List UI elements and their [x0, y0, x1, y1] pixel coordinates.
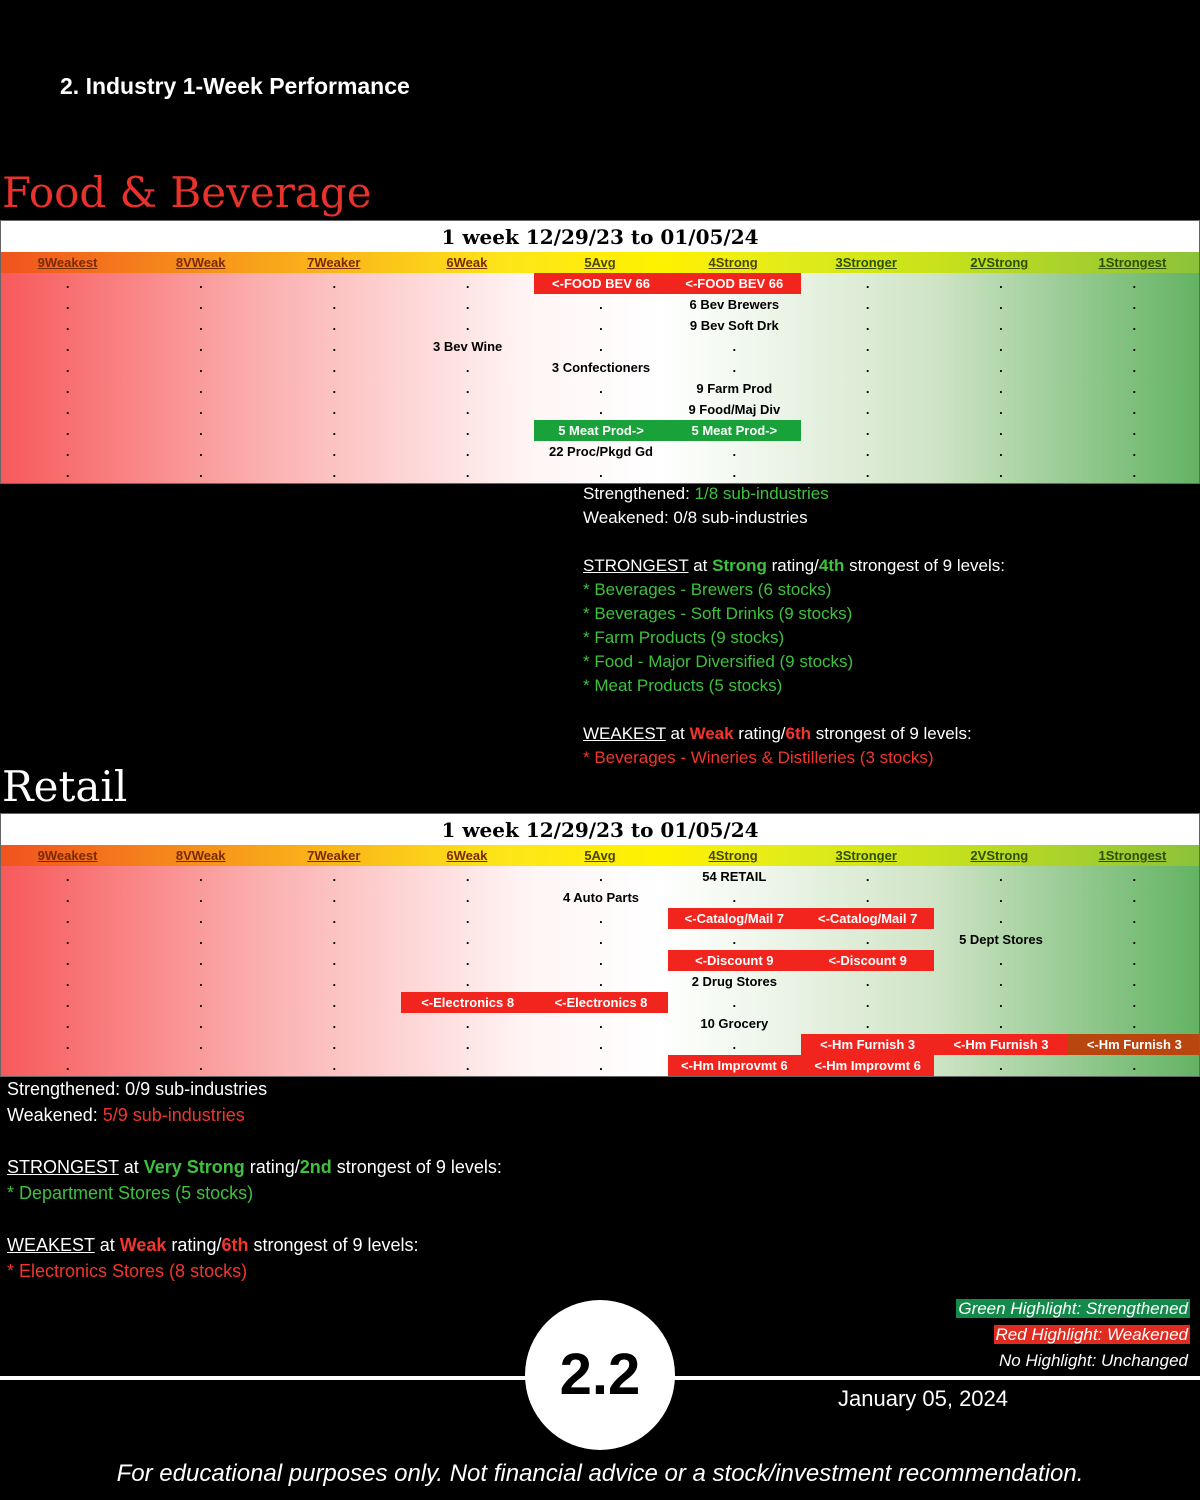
empty-cell: .: [332, 995, 337, 1010]
grid-column: [268, 866, 401, 1076]
list-item: * Beverages - Wineries & Distilleries (3 stocks): [583, 748, 934, 767]
empty-cell: .: [1132, 911, 1137, 926]
retail-notes: [7, 1076, 502, 1284]
strongest-heading: [583, 554, 1005, 578]
empty-cell: .: [65, 423, 70, 438]
empty-cell: .: [465, 890, 470, 905]
grid-title: 1 week 12/29/23 to 01/05/24: [1, 221, 1199, 252]
empty-cell: .: [65, 974, 70, 989]
retail-title: Retail: [2, 762, 128, 811]
empty-cell: .: [199, 1058, 203, 1073]
empty-cell: .: [465, 465, 470, 480]
empty-cell: .: [199, 297, 203, 312]
strengthened-label: Strengthened:: [583, 484, 695, 503]
empty-cell: .: [332, 339, 337, 354]
empty-cell: .: [1132, 974, 1137, 989]
empty-cell: .: [199, 974, 203, 989]
grid-column: [1068, 273, 1200, 483]
empty-cell: .: [65, 953, 70, 968]
grid-column: [1, 866, 134, 1076]
empty-cell: .: [865, 339, 870, 354]
strongest-tail: strongest of 9 levels:: [331, 1157, 502, 1177]
column-header: 1Strongest: [1098, 848, 1167, 863]
empty-cell: .: [865, 444, 870, 459]
empty-cell: .: [999, 423, 1003, 438]
weakest-list: [7, 1258, 502, 1284]
empty-cell: .: [865, 995, 870, 1010]
empty-cell: .: [732, 890, 737, 905]
empty-cell: .: [65, 339, 70, 354]
grid-column: [134, 273, 267, 483]
sub-industry-cell: <-Hm Improvmt 6: [668, 1055, 801, 1076]
empty-cell: .: [199, 381, 203, 396]
empty-cell: .: [332, 1058, 337, 1073]
sub-industry-cell: 4 Auto Parts: [562, 890, 640, 905]
empty-cell: .: [65, 360, 70, 375]
empty-cell: .: [865, 360, 870, 375]
sub-industry-cell: <-Hm Improvmt 6: [801, 1055, 934, 1076]
page-number-badge: 2.2: [525, 1300, 675, 1450]
empty-cell: .: [865, 890, 870, 905]
sub-industry-cell: <-Hm Furnish 3: [1068, 1034, 1200, 1055]
empty-cell: .: [999, 911, 1003, 926]
empty-cell: .: [65, 402, 70, 417]
empty-cell: .: [465, 932, 470, 947]
column-header: 6Weak: [446, 255, 488, 270]
sub-industry-cell: <-Discount 9: [668, 950, 801, 971]
weakest-word: WEAKEST: [583, 724, 666, 743]
list-item: * Meat Products (5 stocks): [583, 676, 783, 695]
empty-cell: .: [1132, 276, 1137, 291]
grid-column: [668, 866, 801, 1076]
grid-title: 1 week 12/29/23 to 01/05/24: [1, 814, 1199, 845]
empty-cell: .: [465, 1037, 470, 1052]
empty-cell: .: [65, 932, 70, 947]
strengthened-line: [583, 482, 1005, 506]
empty-cell: .: [332, 381, 337, 396]
empty-cell: .: [599, 297, 603, 312]
empty-cell: .: [65, 276, 70, 291]
empty-cell: .: [599, 1037, 603, 1052]
empty-cell: .: [1132, 869, 1137, 884]
sub-industry-cell: <-Electronics 8: [401, 992, 534, 1013]
sub-industry-cell: <-Catalog/Mail 7: [668, 908, 801, 929]
column-header: 1Strongest: [1098, 255, 1167, 270]
strongest-rating: Strong: [712, 556, 767, 575]
empty-cell: .: [465, 953, 470, 968]
column-header: 5Avg: [584, 848, 616, 863]
empty-cell: .: [865, 297, 870, 312]
empty-cell: .: [332, 932, 337, 947]
empty-cell: .: [199, 869, 203, 884]
empty-cell: .: [1132, 953, 1137, 968]
empty-cell: .: [332, 974, 337, 989]
weakest-word: WEAKEST: [7, 1235, 95, 1255]
highlight-legend: [956, 1296, 1190, 1374]
empty-cell: .: [332, 953, 337, 968]
empty-cell: .: [65, 1058, 70, 1073]
empty-cell: .: [1132, 402, 1137, 417]
empty-cell: .: [65, 1037, 70, 1052]
empty-cell: .: [465, 1016, 470, 1031]
grid-body: [1, 273, 1199, 484]
empty-cell: .: [732, 995, 737, 1010]
strongest-tail: strongest of 9 levels:: [844, 556, 1006, 575]
empty-cell: .: [732, 360, 737, 375]
empty-cell: .: [199, 402, 203, 417]
weakened-value: 0/8 sub-industries: [673, 508, 808, 527]
empty-cell: .: [199, 911, 203, 926]
empty-cell: .: [65, 297, 70, 312]
empty-cell: .: [999, 1058, 1003, 1073]
grid-column: [668, 273, 801, 483]
weakest-rating: Weak: [119, 1235, 167, 1255]
legend-red: Red Highlight: Weakened: [995, 1325, 1188, 1344]
weakened-label: Weakened:: [7, 1105, 103, 1125]
empty-cell: .: [599, 318, 603, 333]
empty-cell: .: [865, 1016, 870, 1031]
weakest-rank: 6th: [785, 724, 812, 743]
grid-column: [934, 866, 1067, 1076]
weakest-tail: strongest of 9 levels:: [811, 724, 972, 743]
strongest-mid: rating/: [766, 556, 819, 575]
sub-industry-cell: <-Hm Furnish 3: [934, 1034, 1067, 1055]
grid-column: [1, 273, 134, 483]
empty-cell: .: [599, 1016, 603, 1031]
empty-cell: .: [332, 869, 337, 884]
sub-industry-cell: 5 Meat Prod->: [668, 420, 801, 441]
empty-cell: .: [1132, 423, 1137, 438]
weakest-list: [583, 746, 1005, 770]
weakest-rating: Weak: [689, 724, 734, 743]
empty-cell: .: [599, 869, 603, 884]
empty-cell: .: [1132, 297, 1137, 312]
sub-industry-cell: 3 Confectioners: [551, 360, 651, 375]
legend-green: Green Highlight: Strengthened: [958, 1299, 1188, 1318]
empty-cell: .: [65, 318, 70, 333]
empty-cell: .: [599, 402, 603, 417]
empty-cell: .: [465, 423, 470, 438]
strongest-rating: Very Strong: [143, 1157, 245, 1177]
empty-cell: .: [999, 1016, 1003, 1031]
empty-cell: .: [465, 1058, 470, 1073]
empty-cell: .: [332, 911, 337, 926]
empty-cell: .: [199, 953, 203, 968]
grid-column: [801, 866, 934, 1076]
sub-industry-cell: 5 Dept Stores: [959, 932, 1043, 947]
grid-header: [1, 252, 1199, 273]
empty-cell: .: [465, 318, 470, 333]
empty-cell: .: [999, 995, 1003, 1010]
empty-cell: .: [599, 911, 603, 926]
sub-industry-cell: <-Catalog/Mail 7: [801, 908, 934, 929]
column-header: 3Stronger: [835, 255, 897, 270]
list-item: * Farm Products (9 stocks): [583, 628, 785, 647]
empty-cell: .: [599, 974, 603, 989]
weakened-line: [583, 506, 1005, 530]
disclaimer: For educational purposes only. Not financial advice or a stock/investment recommendation.: [116, 1460, 1084, 1487]
strongest-rank: 4th: [818, 556, 845, 575]
empty-cell: .: [199, 890, 203, 905]
empty-cell: .: [732, 339, 737, 354]
empty-cell: .: [199, 1037, 203, 1052]
empty-cell: .: [999, 869, 1003, 884]
empty-cell: .: [865, 381, 870, 396]
sub-industry-cell: 2 Drug Stores: [691, 974, 777, 989]
strongest-heading: [7, 1154, 502, 1180]
empty-cell: .: [199, 360, 203, 375]
empty-cell: .: [599, 339, 603, 354]
empty-cell: .: [465, 911, 470, 926]
empty-cell: .: [1132, 995, 1137, 1010]
strongest-at: at: [118, 1157, 144, 1177]
sub-industry-cell: 9 Bev Soft Drk: [689, 318, 779, 333]
legend-none: No Highlight: Unchanged: [998, 1351, 1188, 1370]
strongest-at: at: [688, 556, 713, 575]
weakened-label: Weakened:: [583, 508, 674, 527]
weakened-line: [7, 1102, 502, 1128]
list-item: * Beverages - Soft Drinks (9 stocks): [583, 604, 853, 623]
sub-industry-cell: 22 Proc/Pkgd Gd: [548, 444, 654, 459]
empty-cell: .: [1132, 932, 1137, 947]
weakest-heading: [7, 1232, 502, 1258]
sub-industry-cell: <-FOOD BEV 66: [534, 273, 667, 294]
empty-cell: .: [332, 360, 337, 375]
grid-column: [534, 273, 667, 483]
column-header: 2VStrong: [970, 848, 1029, 863]
empty-cell: .: [865, 402, 870, 417]
column-header: 4Strong: [708, 848, 758, 863]
sub-industry-cell: <-Discount 9: [801, 950, 934, 971]
empty-cell: .: [999, 381, 1003, 396]
empty-cell: .: [332, 465, 337, 480]
sub-industry-cell: 9 Food/Maj Div: [688, 402, 781, 417]
column-header: 7Weaker: [307, 848, 361, 863]
empty-cell: .: [865, 318, 870, 333]
empty-cell: .: [1132, 381, 1137, 396]
empty-cell: .: [999, 339, 1003, 354]
weakest-mid: rating/: [733, 724, 786, 743]
strongest-list: [583, 578, 1005, 698]
list-item: * Beverages - Brewers (6 stocks): [583, 580, 832, 599]
empty-cell: .: [465, 381, 470, 396]
sub-industry-cell: 5 Meat Prod->: [534, 420, 667, 441]
column-header: 9Weakest: [37, 255, 98, 270]
grid-column: [934, 273, 1067, 483]
empty-cell: .: [732, 444, 737, 459]
empty-cell: .: [999, 974, 1003, 989]
empty-cell: .: [865, 869, 870, 884]
empty-cell: .: [465, 869, 470, 884]
empty-cell: .: [332, 297, 337, 312]
empty-cell: .: [1132, 444, 1137, 459]
grid-body: [1, 866, 1199, 1077]
weakened-value: 5/9 sub-industries: [102, 1105, 245, 1125]
food-beverage-title: Food & Beverage: [2, 168, 372, 217]
empty-cell: .: [65, 911, 70, 926]
column-header: 8VWeak: [175, 848, 226, 863]
empty-cell: .: [865, 465, 870, 480]
sub-industry-cell: 9 Farm Prod: [696, 381, 773, 396]
empty-cell: .: [999, 465, 1003, 480]
empty-cell: .: [1132, 1016, 1137, 1031]
empty-cell: .: [332, 276, 337, 291]
sub-industry-cell: 6 Bev Brewers: [689, 297, 780, 312]
strongest-word: STRONGEST: [7, 1157, 119, 1177]
empty-cell: .: [465, 974, 470, 989]
empty-cell: .: [465, 444, 470, 459]
column-header: 3Stronger: [835, 848, 897, 863]
empty-cell: .: [1132, 318, 1137, 333]
empty-cell: .: [865, 276, 870, 291]
empty-cell: .: [865, 932, 870, 947]
list-item: * Food - Major Diversified (9 stocks): [583, 652, 854, 671]
weakest-at: at: [665, 724, 690, 743]
empty-cell: .: [465, 402, 470, 417]
empty-cell: .: [332, 423, 337, 438]
empty-cell: .: [332, 402, 337, 417]
empty-cell: .: [1132, 360, 1137, 375]
empty-cell: .: [599, 465, 603, 480]
column-header: 5Avg: [584, 255, 616, 270]
report-date: January 05, 2024: [838, 1386, 1009, 1411]
grid-header: [1, 845, 1199, 866]
empty-cell: .: [65, 890, 70, 905]
grid-column: [801, 273, 934, 483]
empty-cell: .: [332, 890, 337, 905]
empty-cell: .: [999, 890, 1003, 905]
empty-cell: .: [199, 318, 203, 333]
empty-cell: .: [199, 995, 203, 1010]
column-header: 8VWeak: [175, 255, 226, 270]
empty-cell: .: [199, 423, 203, 438]
sub-industry-cell: 54 RETAIL: [702, 869, 767, 884]
empty-cell: .: [332, 318, 337, 333]
grid-column: [268, 273, 401, 483]
empty-cell: .: [999, 360, 1003, 375]
empty-cell: .: [732, 932, 737, 947]
sub-industry-cell: <-FOOD BEV 66: [668, 273, 801, 294]
grid-column: [534, 866, 667, 1076]
strengthened-line: Strengthened: 0/9 sub-industries: [7, 1079, 268, 1099]
sub-industry-cell: 10 Grocery: [700, 1016, 769, 1031]
sub-industry-cell: 3 Bev Wine: [433, 339, 503, 354]
empty-cell: .: [332, 1016, 337, 1031]
empty-cell: .: [732, 465, 737, 480]
empty-cell: .: [999, 318, 1003, 333]
empty-cell: .: [65, 1016, 70, 1031]
empty-cell: .: [199, 339, 203, 354]
empty-cell: .: [999, 402, 1003, 417]
empty-cell: .: [599, 381, 603, 396]
empty-cell: .: [1132, 1058, 1137, 1073]
grid-column: [401, 273, 534, 483]
strongest-list: [7, 1180, 502, 1206]
empty-cell: .: [199, 444, 203, 459]
empty-cell: .: [865, 423, 870, 438]
empty-cell: .: [65, 444, 70, 459]
empty-cell: .: [999, 444, 1003, 459]
empty-cell: .: [199, 1016, 203, 1031]
column-header: 7Weaker: [307, 255, 361, 270]
food-beverage-notes: [583, 482, 1005, 770]
empty-cell: .: [65, 995, 70, 1010]
column-header: 2VStrong: [970, 255, 1029, 270]
weakest-heading: [583, 722, 1005, 746]
empty-cell: .: [65, 869, 70, 884]
weakest-tail: strongest of 9 levels:: [248, 1235, 419, 1255]
retail-grid: [0, 813, 1200, 1077]
sub-industry-cell: <-Electronics 8: [534, 992, 667, 1013]
strongest-rank: 2nd: [299, 1157, 332, 1177]
food-beverage-grid: [0, 220, 1200, 484]
empty-cell: .: [1132, 339, 1137, 354]
empty-cell: .: [999, 276, 1003, 291]
grid-column: [1068, 866, 1200, 1076]
list-item: * Department Stores (5 stocks): [7, 1183, 254, 1203]
page-heading: 2. Industry 1-Week Performance: [60, 73, 410, 99]
strongest-mid: rating/: [244, 1157, 300, 1177]
column-header: 9Weakest: [37, 848, 98, 863]
strengthened-value: 1/8 sub-industries: [694, 484, 829, 503]
weakest-at: at: [94, 1235, 120, 1255]
strongest-word: STRONGEST: [583, 556, 689, 575]
empty-cell: .: [199, 465, 203, 480]
column-header: 4Strong: [708, 255, 758, 270]
column-header: 6Weak: [446, 848, 488, 863]
list-item: * Electronics Stores (8 stocks): [7, 1261, 248, 1281]
empty-cell: .: [332, 1037, 337, 1052]
grid-column: [401, 866, 534, 1076]
empty-cell: .: [999, 297, 1003, 312]
empty-cell: .: [199, 932, 203, 947]
empty-cell: .: [599, 1058, 603, 1073]
grid-column: [134, 866, 267, 1076]
weakest-rank: 6th: [221, 1235, 249, 1255]
empty-cell: .: [65, 381, 70, 396]
empty-cell: .: [999, 953, 1003, 968]
sub-industry-cell: <-Hm Furnish 3: [801, 1034, 934, 1055]
empty-cell: .: [465, 276, 470, 291]
empty-cell: .: [865, 974, 870, 989]
empty-cell: .: [1132, 890, 1137, 905]
empty-cell: .: [599, 932, 603, 947]
weakest-mid: rating/: [166, 1235, 222, 1255]
empty-cell: .: [465, 297, 470, 312]
empty-cell: .: [599, 953, 603, 968]
empty-cell: .: [332, 444, 337, 459]
empty-cell: .: [199, 276, 203, 291]
empty-cell: .: [732, 1037, 737, 1052]
empty-cell: .: [465, 360, 470, 375]
empty-cell: .: [1132, 465, 1137, 480]
empty-cell: .: [65, 465, 70, 480]
